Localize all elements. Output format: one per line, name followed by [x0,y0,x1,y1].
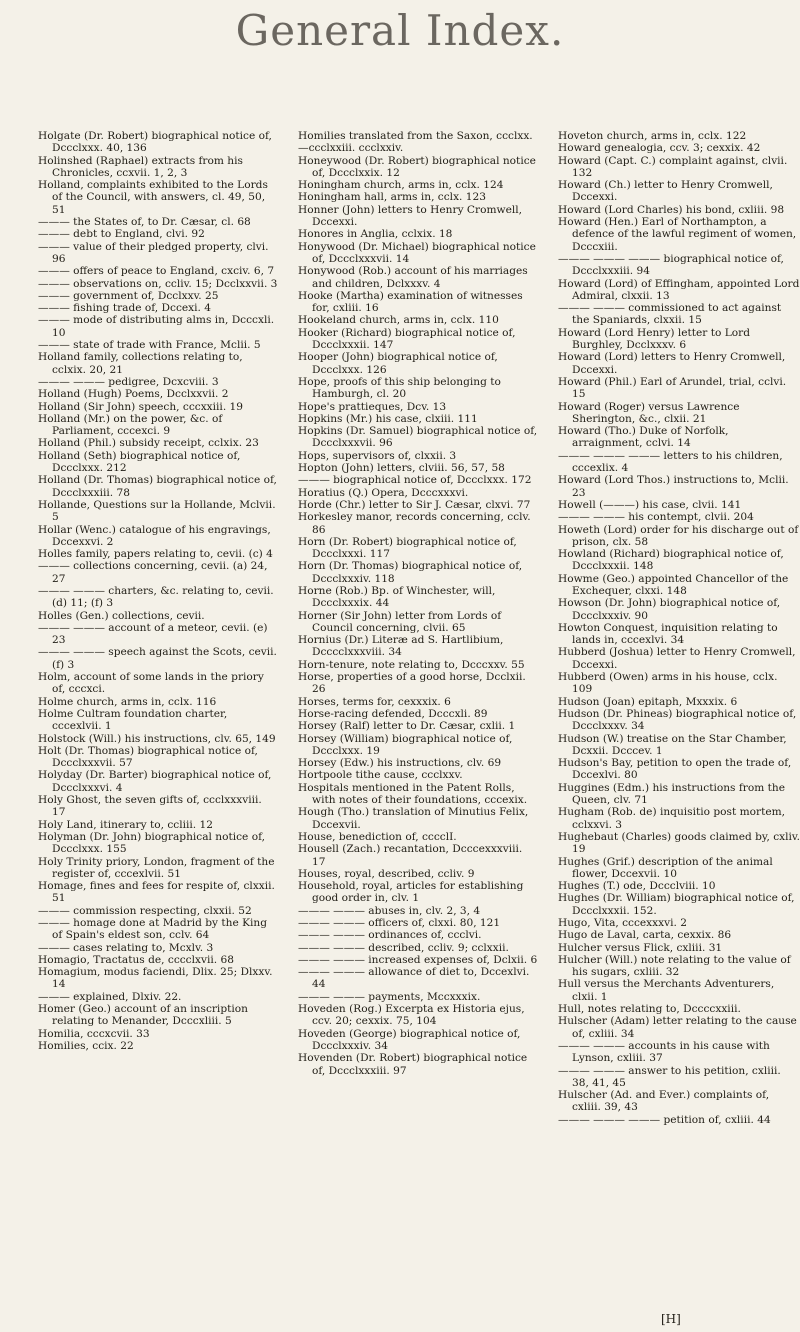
index-entry: Hudson (W.) treatise on the Star Chamber, Dcxxii. Dcccev. 1 [558,732,787,757]
index-entry: ——— explained, Dlxiv. 22. [38,990,182,1003]
index-entry: Hooke (Martha) examination of witnesses for, cxliii. 16 [298,289,523,315]
index-entry: Howme (Geo.) appointed Chancellor of the Exchequer, clxxi. 148 [558,572,789,597]
index-entry: Horne (Rob.) Bp. of Winchester, will, Dccclxxxix. 44 [298,584,496,610]
index-entry: Howard genealogia, ccv. 3; cexxix. 42 [558,142,761,155]
index-entry: Honywood (Rob.) account of his marriages and children, Dclxxxv. 4 [298,265,528,290]
index-entry: Horatius (Q.) Opera, Dcccxxxvi. [298,486,469,499]
index-entry: ——— ——— accounts in his cause with Lynson, cxliii. 37 [558,1039,770,1065]
index-entry: Howard (Lord Charles) his bond, cxliii. 98 [558,203,785,216]
index-entry: Homilia, cccxcvii. 33 [38,1027,150,1040]
index-entry: Holstock (Will.) his instructions, clv. 65, 149 [38,732,276,745]
index-entry: Huggines (Edm.) his instructions from the Queen, clv. 71 [558,781,785,807]
index-entry: Howard (Lord) letters to Henry Cromwell, Dccexxi. [558,351,786,376]
index-entry: Hughes (Grif.) description of the animal flower, Dccexvii. 10 [558,855,773,880]
index-entry: Hudson's Bay, petition to open the trade of, Dccexlvi. 80 [558,757,792,782]
index-entry: ——— mode of distributing alms in, Dcccxli. 10 [38,314,275,339]
index-entry: ——— ——— his contempt, clvii. 204 [558,511,754,524]
index-entry: Hopton (John) letters, clviii. 56, 57, 58 [298,462,505,475]
index-entry: ——— the States of, to Dr. Cæsar, cl. 68 [38,216,251,229]
index-entry: ——— fishing trade of, Dccexi. 4 [38,302,212,315]
index-entry: Holland (Phil.) subsidy receipt, cclxix. 23 [38,437,259,450]
index-entry: Hulcher versus Flick, cxliii. 31 [558,941,723,954]
index-entry: Holles family, papers relating to, cevii. (c) 4 [38,548,273,561]
index-entry: Howton Conquest, inquisition relating to lands in, cccexlvi. 34 [558,621,778,647]
index-entry: ——— ——— ordinances of, ccclvi. [298,929,482,942]
index-entry: ——— ——— abuses in, clv. 2, 3, 4 [298,904,481,917]
index-entry: Honores in Anglia, cclxix. 18 [298,228,453,241]
index-entry: Honingham church, arms in, cclx. 124 [298,179,504,192]
index-entry: Horsey (Ralf) letter to Dr. Cæsar, cxlii. 1 [298,720,516,733]
index-entry: Hudson (Joan) epitaph, Mxxxix. 6 [558,695,738,708]
index-entry: Household, royal, articles for establishing good order in, clv. 1 [298,880,524,905]
index-entry: Howard (Lord Henry) letter to Lord Burghley, Dcclxxxv. 6 [558,326,750,352]
index-entry: Holy Land, itinerary to, ccliii. 12 [38,818,213,831]
index-entry: Howard (Capt. C.) complaint against, clvii. 132 [558,154,788,179]
index-entry: Hope's prattieques, Dcv. 13 [298,400,447,413]
index-entry: Holyman (Dr. John) biographical notice of, Dccclxxx. 155 [38,830,265,856]
index-entry: Horde (Chr.) letter to Sir J. Cæsar, clxvi. 77 [298,498,531,511]
index-entry: Holles (Gen.) collections, cevii. [38,609,205,622]
index-entry: ——— debt to England, clvi. 92 [38,228,205,241]
index-entry: Hovenden (Dr. Robert) biographical notice of, Dccclxxxiii. 97 [298,1052,528,1077]
index-entry: Hull, notes relating to, Dccccxxiii. [558,1003,741,1016]
index-entry: ——— ——— answer to his petition, cxliii. 38, 41, 45 [558,1064,781,1089]
index-entry: Howard (Tho.) Duke of Norfolk, arraignment, cclvi. 14 [558,425,729,450]
index-entry: Homagio, Tractatus de, cccclxvii. 68 [38,953,234,966]
index-entry: Hulcher (Will.) note relating to the value of his sugars, cxliii. 32 [558,953,791,979]
index-entry: —ccclxxiii. ccclxxiv. [298,142,404,155]
index-entry: Honingham hall, arms in, cclx. 123 [298,191,486,204]
index-entry: Hull versus the Merchants Adventurers, clxii. 1 [558,978,775,1003]
index-entry: Holm, account of some lands in the priory of, cccxci. [38,671,264,696]
index-entry: Hughes (T.) ode, Dccclviii. 10 [558,880,716,893]
index-entry: Honeywood (Dr. Robert) biographical notice of, Dccclxxix. 12 [298,154,536,179]
index-entry: Hops, supervisors of, clxxii. 3 [298,449,457,462]
index-entry: ——— value of their pledged property, clvi. 96 [38,240,269,265]
index-entry: Howland (Richard) biographical notice of, Dccclxxxii. 148 [558,548,784,573]
index-entry: Hubberd (Joshua) letter to Henry Cromwell, Dccexxi. [558,646,796,671]
index-entry: Howard (Roger) versus Lawrence Sherington, &c., clxii. 21 [558,400,740,425]
index-entry: ——— ——— charters, &c. relating to, cevii. (d) 11; (f) 3 [38,584,274,610]
index-entry: ——— ——— ——— biographical notice of, Dccclxxxiii. 94 [558,252,784,278]
index-entry: Horses, terms for, cexxxix. 6 [298,695,451,708]
index-entry: Holland (Seth) biographical notice of, Dccclxxx. 212 [38,449,241,475]
index-entry: ——— ——— officers of, clxxi. 80, 121 [298,917,501,929]
index-entry: ——— state of trade with France, Mclii. 5 [38,339,261,352]
index-entry: Hollar (Wenc.) catalogue of his engravings, Dccexxvi. 2 [38,523,271,548]
index-entry: Hugo, Vita, cccexxxvi. 2 [558,917,687,929]
index-entry: Honner (John) letters to Henry Cromwell, Dccexxi. [298,203,522,229]
index-entry: Holland (Hugh) Poems, Dcclxxvii. 2 [38,388,229,401]
index-entry: Horsey (Edw.) his instructions, clv. 69 [298,757,502,770]
index-entry: Hooper (John) biographical notice of, Dccclxxx. 126 [298,351,498,376]
index-entry: Holland (Mr.) on the power, &c. of Parliament, cccexci. 9 [38,412,223,438]
index-entry: Holland (Dr. Thomas) biographical notice of, Dccclxxxiii. 78 [38,474,277,499]
index-entry: ——— cases relating to, Mcxlv. 3 [38,941,214,954]
index-entry: Hooker (Richard) biographical notice of, Dccclxxxii. 147 [298,326,516,352]
index-entry: ——— ——— increased expenses of, Dclxii. 6 [298,953,538,966]
index-entry: Hookeland church, arms in, cclx. 110 [298,314,499,327]
index-entry: Hugo de Laval, carta, cexxix. 86 [558,929,732,942]
index-entry: Hollande, Questions sur la Hollande, Mclvii. 5 [38,498,276,524]
index-entry: Holgate (Dr. Robert) biographical notice of, Dccclxxx. 40, 136 [38,130,272,155]
index-entry: ——— collections concerning, cevii. (a) 24, 27 [38,560,268,585]
index-entry: ——— ——— account of a meteor, cevii. (e) 23 [38,621,268,647]
signature-mark: [H] [661,1312,681,1326]
index-entry: Holland family, collections relating to, cclxix. 20, 21 [38,351,243,376]
index-entry: Hudson (Dr. Phineas) biographical notice of, Dccclxxxv. 34 [558,707,797,733]
index-entry: Howard (Lord) of Effingham, appointed Lord Admiral, clxxii. 13 [558,277,800,302]
index-entry: Howard (Ch.) letter to Henry Cromwell, Dccexxi. [558,179,773,204]
index-entry: Hugham (Rob. de) inquisitio post mortem, cclxxvi. 3 [558,806,786,831]
index-entry: Holyday (Dr. Barter) biographical notice of, Dccclxxxvi. 4 [38,769,272,794]
index-entry: Houses, royal, described, ccliv. 9 [298,867,475,880]
index-entry: Horner (Sir John) letter from Lords of Council concerning, clvii. 65 [298,609,502,634]
index-column-2 [298,130,538,1077]
index-entry: Horsey (William) biographical notice of, Dccclxxx. 19 [298,732,513,757]
index-column-3 [558,130,800,1126]
index-entry: ——— ——— pedigree, Dcxcviii. 3 [38,375,219,388]
index-entry: Homilies, ccix. 22 [38,1039,134,1052]
index-entry: ——— ——— payments, Mccxxxix. [298,990,481,1003]
index-entry: Howson (Dr. John) biographical notice of, Dccclxxxiv. 90 [558,597,781,622]
index-entry: Hopkins (Dr. Samuel) biographical notice of, Dccclxxxvii. 96 [298,425,538,450]
index-entry: Hughebaut (Charles) goods claimed by, cxliv. 19 [558,830,800,856]
index-entry: Hornius (Dr.) Literæ ad S. Hartlibium, Dcccclxxxviii. 34 [298,634,504,659]
index-entry: Howard (Lord Thos.) instructions to, Mclii. 23 [558,474,789,499]
index-entry: Hope, proofs of this ship belonging to Hamburgh, cl. 20 [298,375,501,401]
index-entry: Hortpoole tithe cause, ccclxxv. [298,769,463,782]
index-entry: Howard (Hen.) Earl of Northampton, a defence of the lawful regiment of women, Dcccxiii. [558,216,797,253]
index-entry: Holt (Dr. Thomas) biographical notice of, Dccclxxxvii. 57 [38,744,258,770]
index-entry: Homer (Geo.) account of an inscription relating to Menander, Dcccxliii. 5 [38,1003,248,1028]
index-entry: Hopkins (Mr.) his case, clxiii. 111 [298,412,478,425]
index-entry: Holland (Sir John) speech, cccxxiii. 19 [38,400,244,413]
index-entry: ——— ——— described, ccliv. 9; cclxxii. [298,941,509,954]
index-entry: Honywood (Dr. Michael) biographical notice of, Dccclxxxvii. 14 [298,240,536,265]
index-entry: Holinshed (Raphael) extracts from his Chronicles, ccxvii. 1, 2, 3 [38,154,243,179]
index-entry: Horse-racing defended, Dcccxli. 89 [298,707,488,720]
index-entry: Holland, complaints exhibited to the Lords of the Council, with answers, cl. 49, 50, 51 [38,179,268,216]
index-entry: Holme church, arms in, cclx. 116 [38,695,217,708]
index-entry: ——— government of, Dcclxxv. 25 [38,289,219,302]
index-entry: ——— ——— commissioned to act against the Spaniards, clxxii. 15 [558,302,782,327]
index-entry: ——— ——— ——— petition of, cxliii. 44 [558,1113,771,1126]
index-column-1 [38,130,278,1052]
index-entry: Hoveden (George) biographical notice of, Dccclxxxiv. 34 [298,1027,521,1052]
index-entry: Holy Ghost, the seven gifts of, ccclxxxviii. 17 [38,794,262,819]
index-entry: ——— homage done at Madrid by the King of Spain's eldest son, cclv. 64 [38,917,267,942]
index-entry: ——— ——— allowance of diet to, Dccexlvi. 44 [298,966,530,991]
index-entry: Holme Cultram foundation charter, cccexlvii. 1 [38,707,228,733]
index-entry: ——— ——— speech against the Scots, cevii. (f) 3 [38,646,277,671]
index-entry: Holy Trinity priory, London, fragment of the register of, cccexlvii. 51 [38,855,275,880]
index-entry: Howell (———) his case, clvii. 141 [558,498,742,511]
index-entry: Horse, properties of a good horse, Dcclxii. 26 [298,671,526,696]
index-entry: Homilies translated from the Saxon, ccclxx. [298,130,533,142]
index-entry: ——— ——— ——— letters to his children, cccexlix. 4 [558,449,783,475]
index-entry: ——— observations on, ccliv. 15; Dcclxxvii. 3 [38,277,278,290]
index-entry: Hughes (Dr. William) biographical notice of, Dccclxxxii. 152. [558,892,795,917]
index-entry: Housell (Zach.) recantation, Dcccexxxviii. 17 [298,843,523,868]
index-entry: Hubberd (Owen) arms in his house, cclx. 109 [558,671,778,696]
index-entry: Homage, fines and fees for respite of, clxxii. 51 [38,880,275,905]
index-entry: Hulscher (Ad. and Ever.) complaints of, cxliii. 39, 43 [558,1089,770,1114]
index-entry: ——— commission respecting, clxxii. 52 [38,904,252,917]
index-entry: Howard (Phil.) Earl of Arundel, trial, cclvi. 15 [558,375,787,401]
index-entry: Howeth (Lord) order for his discharge out of prison, clx. 58 [558,523,799,548]
page-title: General Index. [235,6,565,55]
index-entry: House, benediction of, cccclI. [298,830,457,843]
index-entry: Hough (Tho.) translation of Minutius Felix, Dccexvii. [298,806,529,831]
index-entry: Hoveton church, arms in, cclx. 122 [558,130,747,142]
index-entry: Horkesley manor, records concerning, cclv. 86 [298,511,531,536]
index-entry: ——— offers of peace to England, cxciv. 6, 7 [38,265,275,278]
index-entry: ——— biographical notice of, Dccclxxx. 172 [298,474,532,487]
index-entry: Horn (Dr. Robert) biographical notice of, Dccclxxxi. 117 [298,535,517,561]
index-entry: Horn-tenure, note relating to, Dcccxxv. 55 [298,658,525,671]
index-entry: Hospitals mentioned in the Patent Rolls, with notes of their foundations, cccexix. [298,781,528,807]
index-entry: Horn (Dr. Thomas) biographical notice of, Dccclxxxiv. 118 [298,560,523,585]
index-entry: Hulscher (Adam) letter relating to the cause of, cxliii. 34 [558,1015,797,1040]
index-entry: Homagium, modus faciendi, Dlix. 25; Dlxxv. 14 [38,966,273,991]
index-entry: Hoveden (Rog.) Excerpta ex Historia ejus, ccv. 20; cexxix. 75, 104 [298,1003,525,1028]
